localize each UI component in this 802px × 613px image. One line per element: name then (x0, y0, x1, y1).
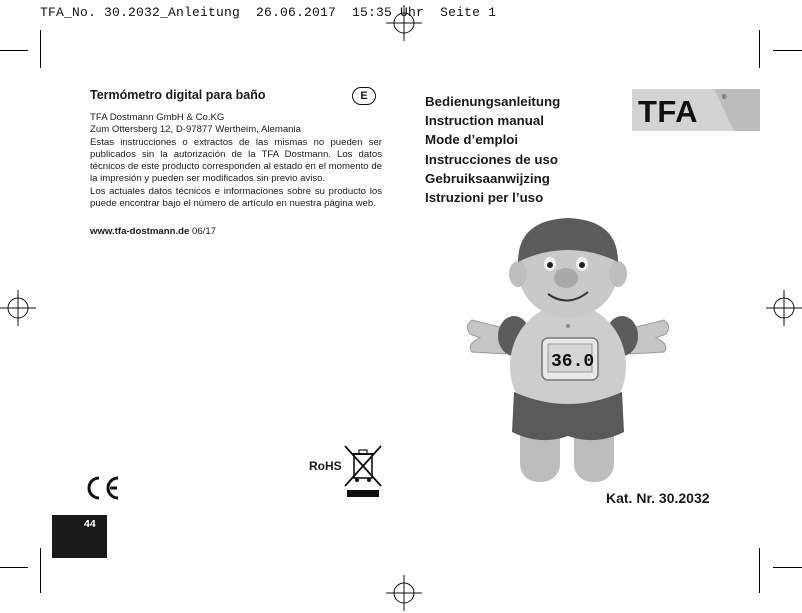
imprint-text (90, 112, 382, 210)
manual-title-it: Istruzioni per l’uso (425, 190, 544, 206)
rohs-label: RoHS (309, 459, 342, 473)
display-reading: 36.0 (551, 352, 595, 372)
registration-mark-icon (386, 5, 422, 41)
catalog-number: Kat. Nr. 30.2032 (606, 490, 710, 506)
company-name: TFA Dostmann GmbH & Co.KG (90, 112, 225, 123)
print-slug: TFA_No. 30.2032_Anleitung 26.06.2017 15:35 Uhr Seite 1 (40, 5, 497, 20)
registration-mark-icon (766, 290, 802, 326)
manual-titles (425, 92, 560, 207)
ce-mark-icon (85, 475, 121, 501)
brand-logo-text: TFA (638, 94, 699, 129)
manual-title-es: Instrucciones de uso (425, 151, 559, 167)
registration-mark-icon (0, 290, 36, 326)
manual-title-en: Instruction manual (425, 113, 544, 129)
manual-title-nl: Gebruiksaanwijzing (425, 170, 550, 186)
website-link[interactable]: www.tfa-dostmann.de (90, 226, 190, 237)
bath-thermometer-figure (462, 216, 674, 490)
website-line (90, 226, 216, 237)
website-info-paragraph: Los actuales datos técnicos e informaciones sobre su producto los puede encontrar bajo el número de artículo en nuestra página web. (90, 185, 382, 210)
copyright-paragraph: Estas instrucciones o extractos de las mismas no pueden ser publicados sin la autorización de la TFA Dostmann. Los datos técnicos de este producto corresponden al estado en el momento de la impresión y pueden ser modificados sin previo aviso. (90, 136, 382, 185)
manual-title-de: Bedienungsanleitung (425, 94, 561, 109)
svg-text:®: ® (722, 95, 727, 101)
page-title: Termómetro digital para baño (90, 88, 266, 102)
registration-mark-icon (386, 575, 422, 611)
page-number-box (52, 515, 107, 558)
company-address: Zum Ottersberg 12, D-97877 Wertheim, Alemania (90, 124, 301, 136)
crossed-out-bin-icon (343, 444, 383, 500)
tfa-logo (632, 89, 760, 131)
page-number: 44 (84, 518, 96, 530)
manual-title-fr: Mode d’emploi (425, 132, 519, 148)
language-badge: E (352, 87, 376, 105)
edition: 06/17 (192, 226, 217, 237)
